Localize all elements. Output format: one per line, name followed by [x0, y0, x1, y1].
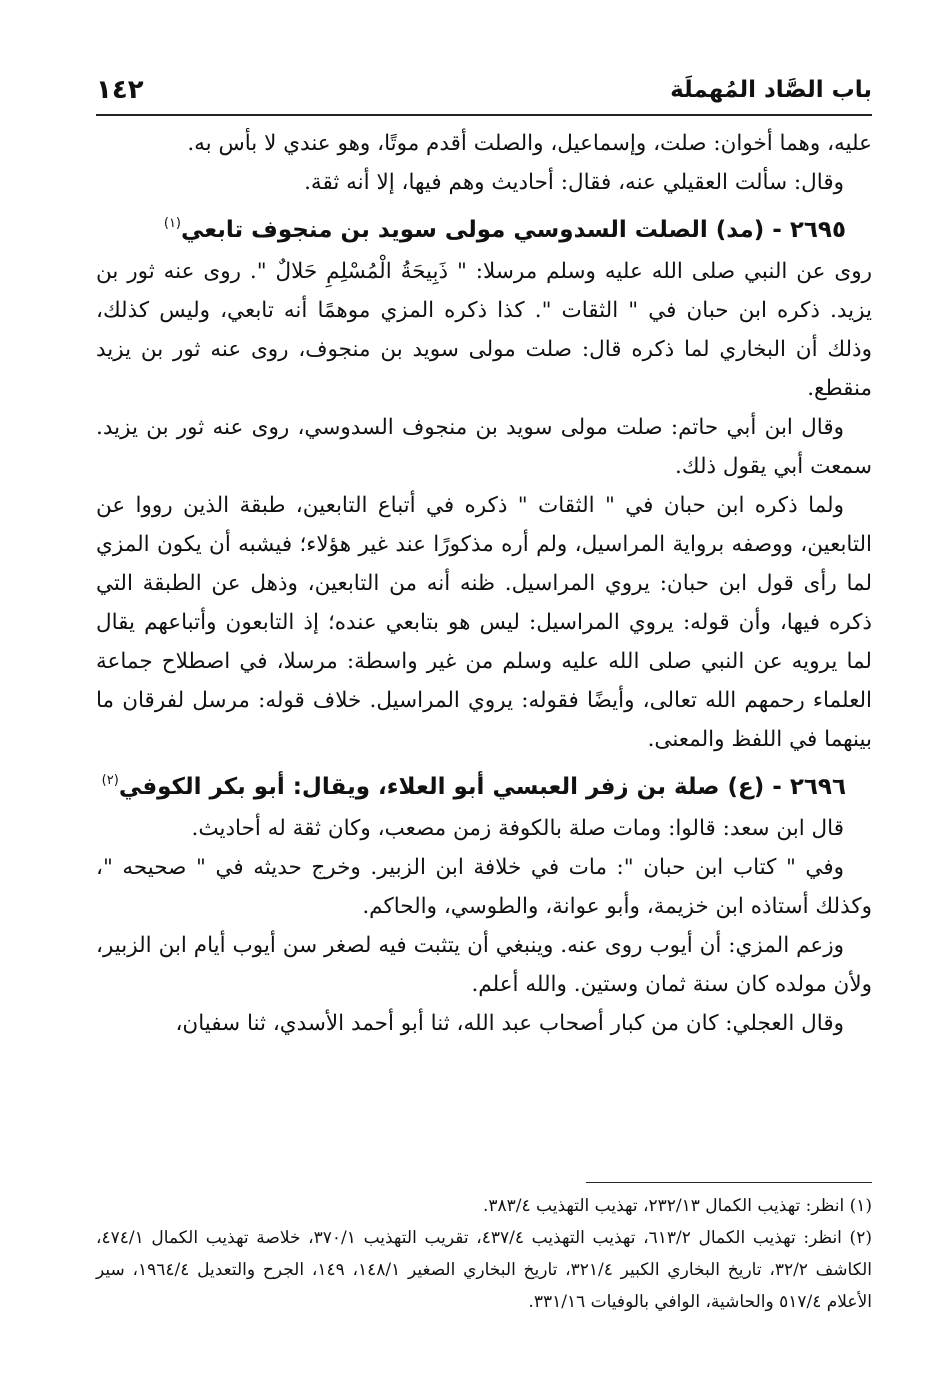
running-header [96, 68, 872, 112]
entry-heading-2695 [96, 202, 872, 252]
paragraph: روى عن النبي صلى الله عليه وسلم مرسلا: " ذَبِيحَةُ الْمُسْلِمِ حَلالٌ ". روى عنه ثور بن يزيد. ذكره ابن حبان في " الثقات ". كذا ذكره المزي موهمًا أنه تابعي، وليس كذلك، وذلك أن البخاري لما ذكره قال: صلت مولى سويد بن منجوف، روى عنه ثور بن يزيد منقطع. [96, 259, 872, 401]
page-number: ١٤٢ [96, 75, 144, 105]
book-page [96, 0, 872, 1376]
paragraph: وفي " كتاب ابن حبان ": مات في خلافة ابن الزبير. وخرج حديثه في " صحيحه "، وكذلك أستاذه ابن خزيمة، وأبو عوانة، والطوسي، والحاكم. [96, 855, 872, 919]
chapter-title: باب الصَّاد المُهملَة [670, 77, 872, 103]
footnote-2: (٢) انظر: تهذيب الكمال ٦١٣/٢، تهذيب التهذيب ٤٣٧/٤، تقريب التهذيب ٣٧٠/١، خلاصة تهذيب الكمال ٤٧٤/١، الكاشف ٣٢/٢، تاريخ البخاري الكبير ٣٢١/٤، تاريخ البخاري الصغير ١٤٨/١، ١٤٩، الجرح والتعديل ١٩٦٤/٤، سير الأعلام ٥١٧/٤ والحاشية، الوافي بالوفيات ٣٣١/١٦. [96, 1228, 872, 1312]
entry-heading-2696 [96, 759, 872, 809]
footnotes [96, 1190, 872, 1318]
main-text [96, 124, 872, 1043]
footnote-marker: (١) [163, 216, 181, 231]
footnote-divider [586, 1182, 872, 1183]
entry-heading-text: ٢٦٩٥ - (مد) الصلت السدوسي مولى سويد بن منجوف تابعي [181, 217, 846, 243]
paragraph: وزعم المزي: أن أيوب روى عنه. وينبغي أن يتثبت فيه لصغر سن أيوب أيام ابن الزبير، ولأن مولده كان سنة ثمان وستين. والله أعلم. [96, 933, 872, 997]
paragraph: ولما ذكره ابن حبان في " الثقات " ذكره في أتباع التابعين، طبقة الذين رووا عن التابعين، ووصفه برواية المراسيل، ولم أره مذكورًا عند غير هؤلاء؛ فيشبه أن يكون المزي لما رأى قول ابن حبان: يروي المراسيل. ظنه أنه من التابعين، وذهل عن الطبقة التي ذكره فيها، وأن قوله: يروي المراسيل: ليس هو بتابعي عنده؛ إذ التابعون وأتباعهم يقال لما يرويه عن النبي صلى الله عليه وسلم من غير واسطة: مرسلا، في اصطلاح جماعة العلماء رحمهم الله تعالى، وأيضًا فقوله: يروي المراسيل. خلاف قوله: مرسل لفرقان ما بينهما في اللفظ والمعنى. [96, 493, 872, 752]
paragraph: عليه، وهما أخوان: صلت، وإسماعيل، والصلت أقدم موتًا، وهو عندي لا بأس به. [187, 131, 872, 156]
entry-heading-text: ٢٦٩٦ - (ع) صلة بن زفر العبسي أبو العلاء، ويقال: أبو بكر الكوفي [118, 774, 846, 800]
paragraph: قال ابن سعد: قالوا: ومات صلة بالكوفة زمن مصعب، وكان ثقة له أحاديث. [191, 816, 844, 841]
paragraph: وقال ابن أبي حاتم: صلت مولى سويد بن منجوف السدوسي، روى عنه ثور بن يزيد. سمعت أبي يقول ذلك. [96, 415, 872, 479]
footnote-1: (١) انظر: تهذيب الكمال ٢٣٢/١٣، تهذيب التهذيب ٣٨٣/٤. [482, 1196, 872, 1216]
header-divider [96, 114, 872, 116]
paragraph: وقال: سألت العقيلي عنه، فقال: أحاديث وهم فيها، إلا أنه ثقة. [304, 170, 844, 195]
footnote-marker: (٢) [101, 773, 119, 788]
paragraph: وقال العجلي: كان من كبار أصحاب عبد الله، ثنا أبو أحمد الأسدي، ثنا سفيان، [175, 1011, 844, 1036]
